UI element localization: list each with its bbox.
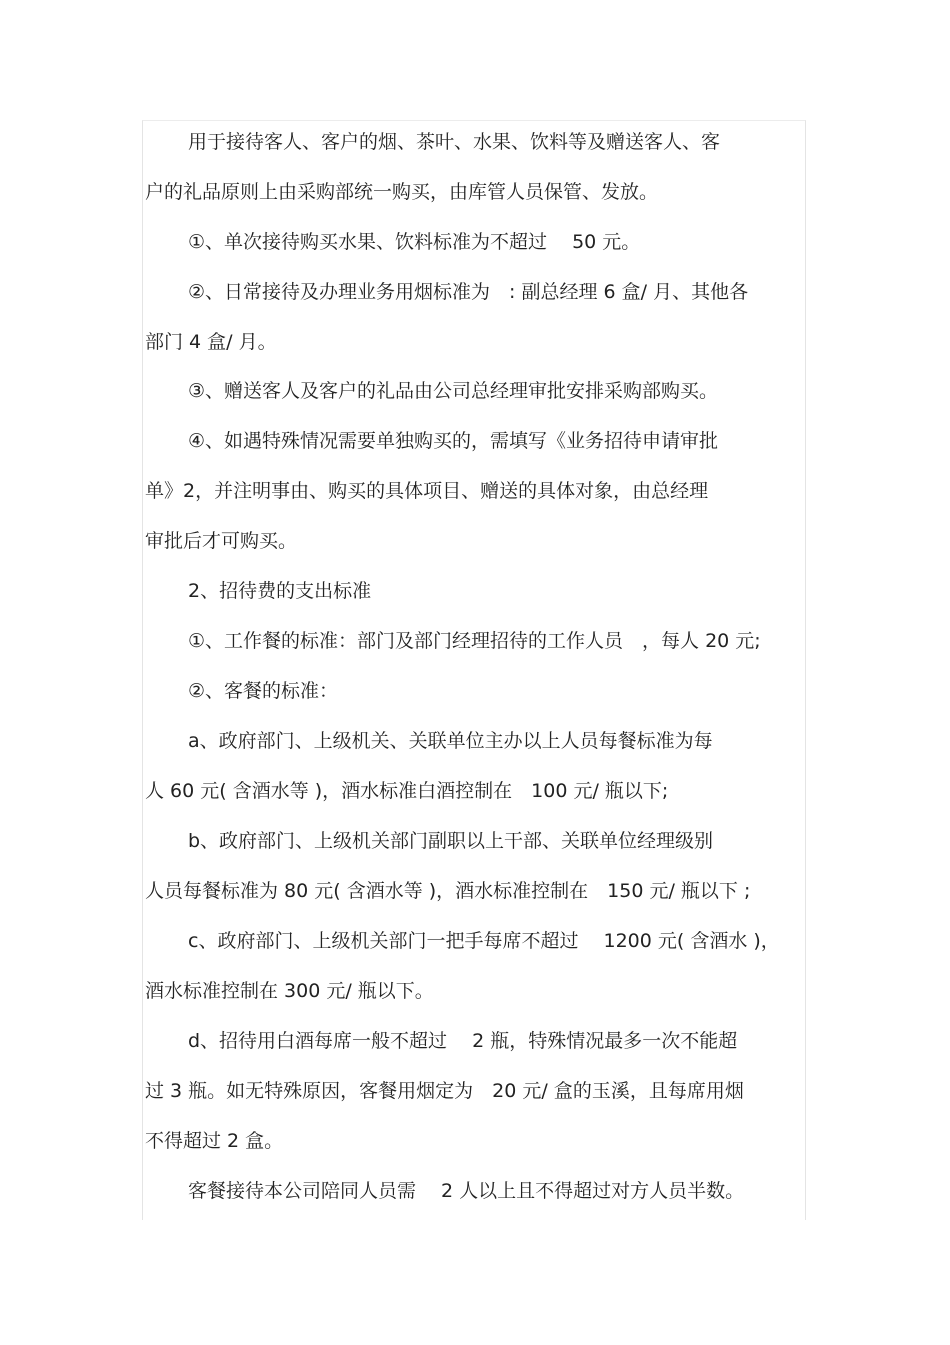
paragraph-line: 人员每餐标准为 80 元( 含酒水等 )，酒水标准控制在 150 元/ 瓶以下 ; bbox=[145, 880, 751, 902]
paragraph-line: 过 3 瓶。如无特殊原因，客餐用烟定为 20 元/ 盒的玉溪，且每席用烟 bbox=[145, 1080, 744, 1102]
paragraph-line: 用于接待客人、客户的烟、茶叶、水果、饮料等及赠送客人、客 bbox=[188, 131, 721, 153]
paragraph-line: 酒水标准控制在 300 元/ 瓶以下。 bbox=[145, 980, 434, 1002]
paragraph-line: 人 60 元( 含酒水等 )，酒水标准白酒控制在 100 元/ 瓶以下; bbox=[145, 780, 669, 802]
paragraph-line: ②、日常接待及办理业务用烟标准为 : 副总经理 6 盒/ 月、其他各 bbox=[188, 281, 749, 303]
paragraph-line: 客餐接待本公司陪同人员需 2 人以上且不得超过对方人员半数。 bbox=[188, 1180, 745, 1202]
paragraph-line: 审批后才可购买。 bbox=[145, 530, 298, 552]
paragraph-line: ④、如遇特殊情况需要单独购买的，需填写《业务招待申请审批 bbox=[188, 430, 719, 452]
paragraph-line: ①、单次接待购买水果、饮料标准为不超过 50 元。 bbox=[188, 231, 641, 253]
paragraph-line: ②、客餐的标准： bbox=[188, 680, 339, 702]
paragraph-line: ③、赠送客人及客户的礼品由公司总经理审批安排采购部购买。 bbox=[188, 380, 719, 402]
section-heading: 2、招待费的支出标准 bbox=[188, 580, 372, 602]
paragraph-line: 部门 4 盒/ 月。 bbox=[145, 331, 277, 353]
paragraph-line: d、招待用白酒每席一般不超过 2 瓶，特殊情况最多一次不能超 bbox=[188, 1030, 738, 1052]
paragraph-line: c、政府部门、上级机关部门一把手每席不超过 1200 元( 含酒水 )， bbox=[188, 930, 780, 952]
paragraph-line: ①、工作餐的标准：部门及部门经理招待的工作人员 ，每人 20 元; bbox=[188, 630, 761, 652]
paragraph-line: 不得超过 2 盒。 bbox=[145, 1130, 284, 1152]
paragraph-line: 户的礼品原则上由采购部统一购买，由库管人员保管、发放。 bbox=[145, 181, 659, 203]
paragraph-line: 单》2，并注明事由、购买的具体项目、赠送的具体对象，由总经理 bbox=[145, 480, 709, 502]
paragraph-line: b、政府部门、上级机关部门副职以上干部、关联单位经理级别 bbox=[188, 830, 714, 852]
paragraph-line: a、政府部门、上级机关、关联单位主办以上人员每餐标准为每 bbox=[188, 730, 713, 752]
